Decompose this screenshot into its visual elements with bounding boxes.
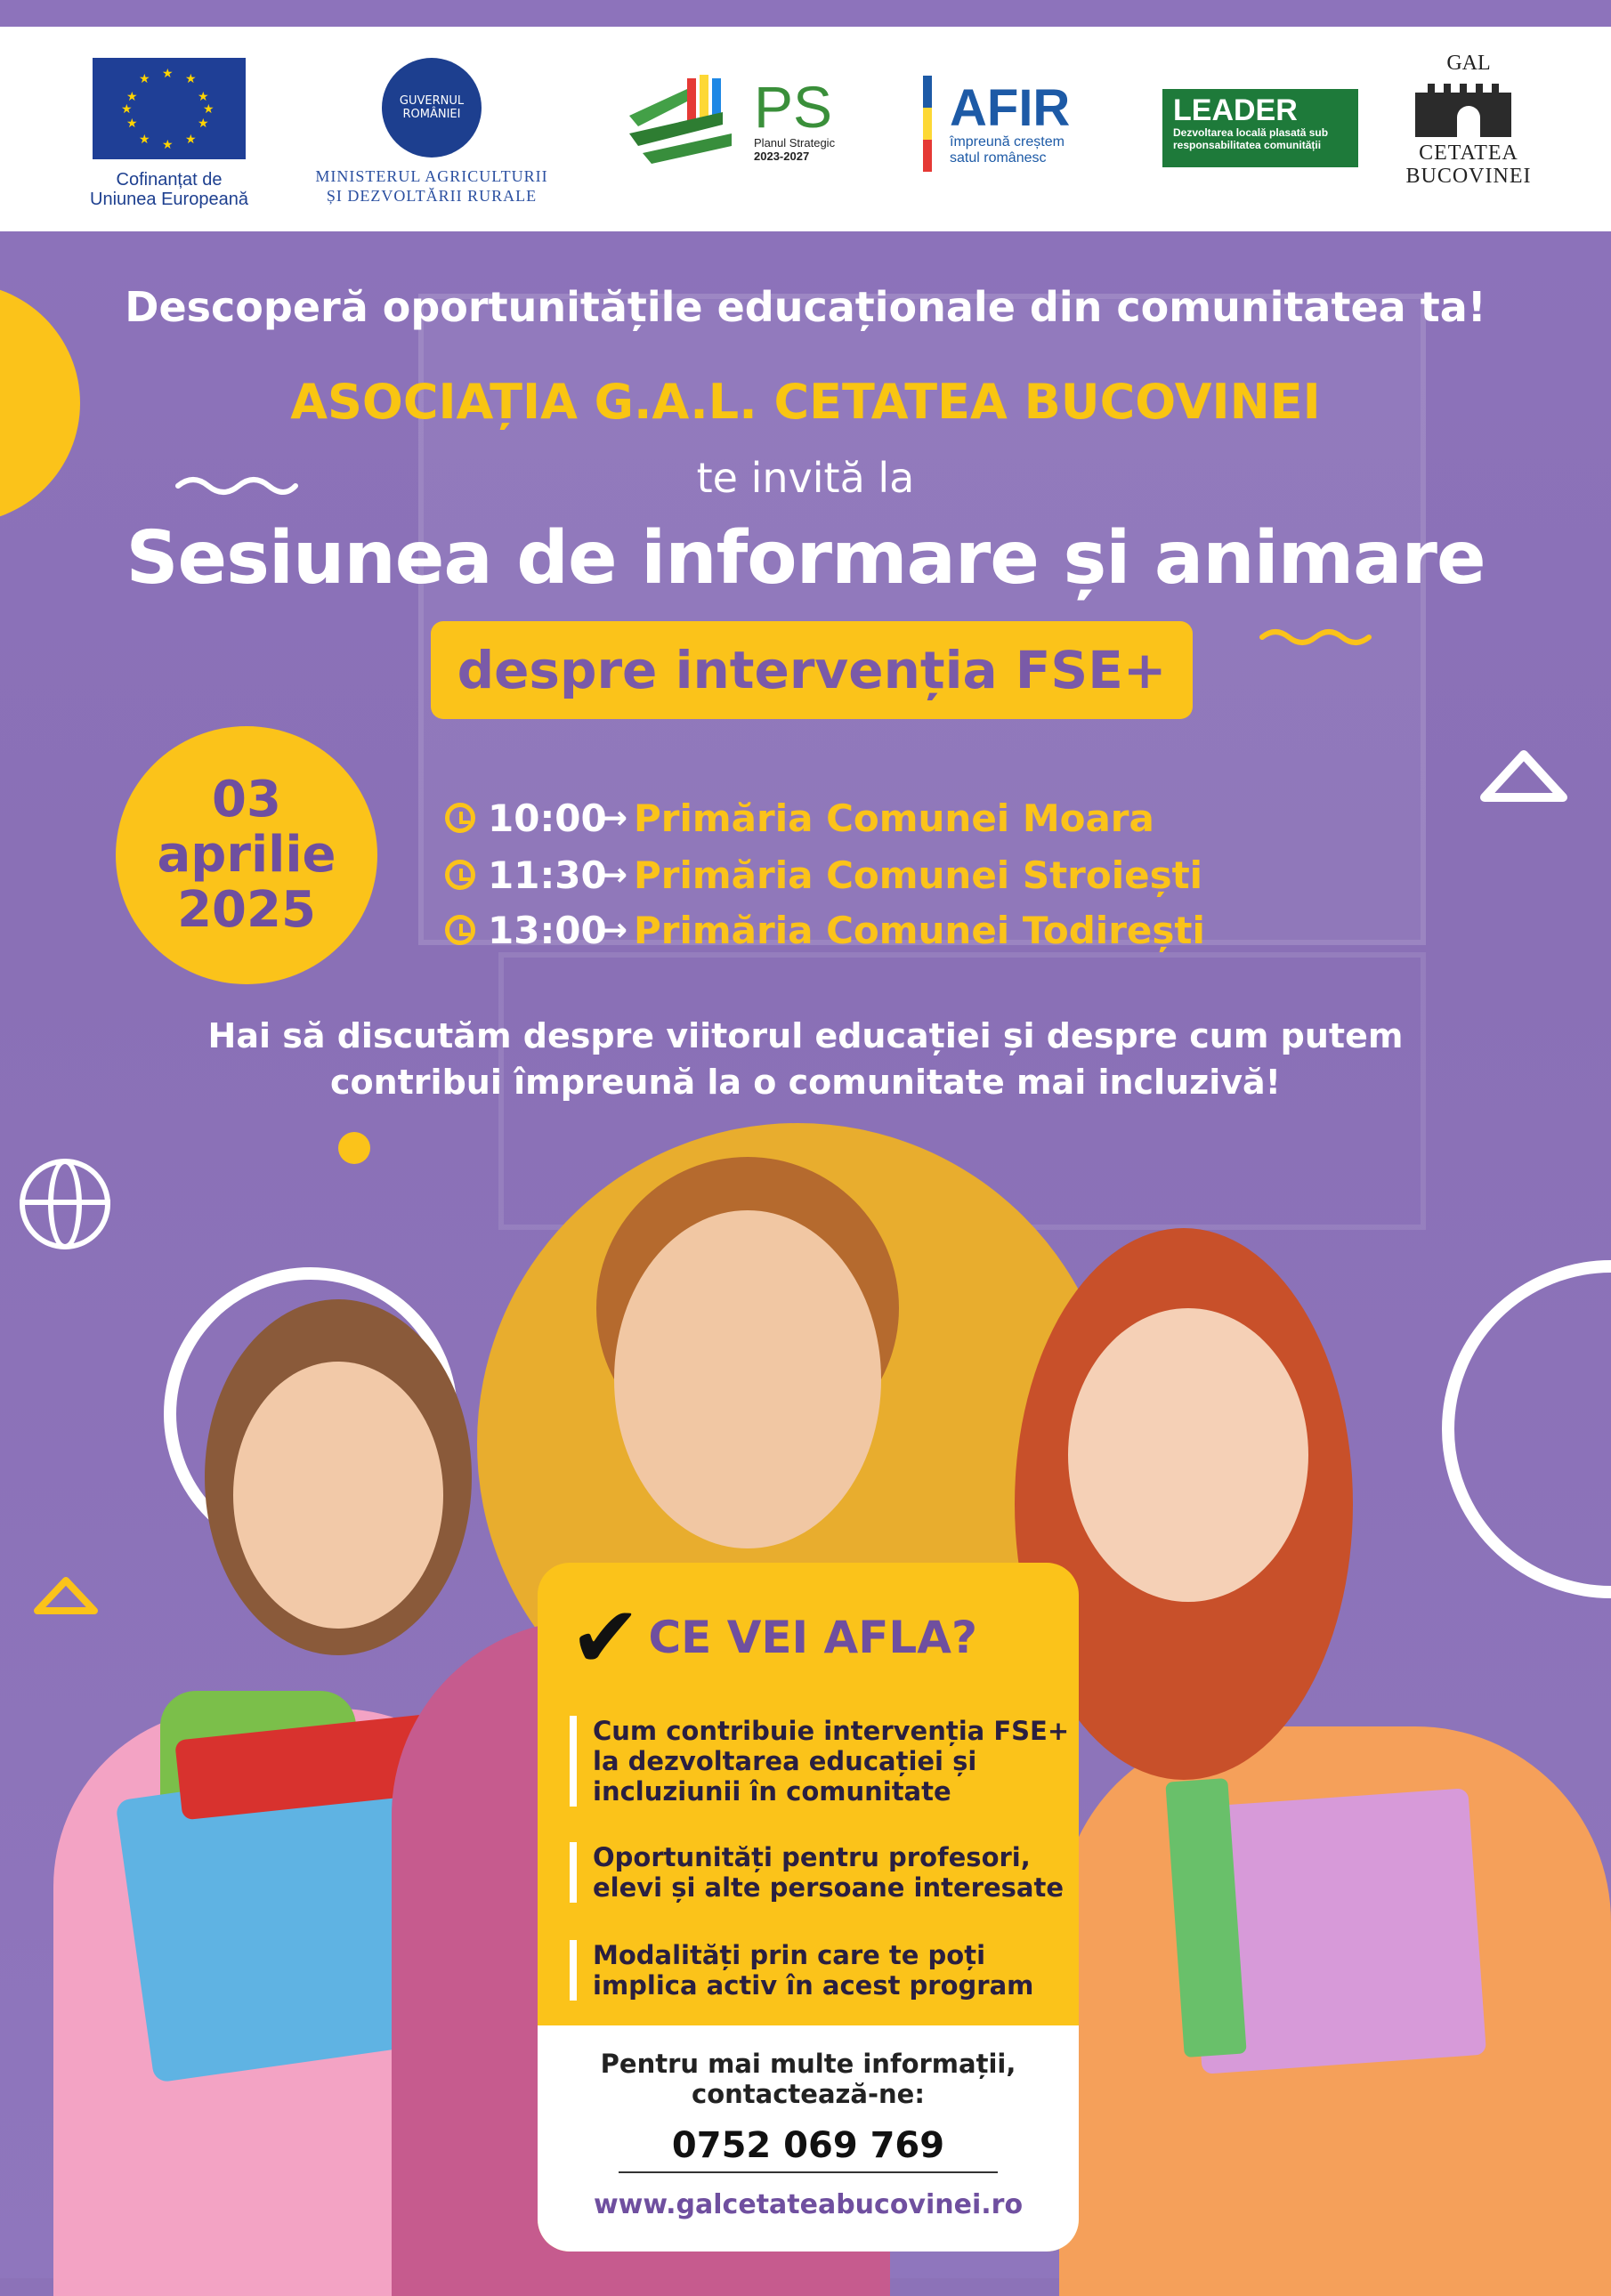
- gal-line-1: GAL: [1446, 52, 1491, 75]
- ministry-line-2: ȘI DEZVOLTĂRII RURALE: [326, 187, 538, 205]
- date-month: aprilie: [157, 826, 336, 884]
- schedule-row: [445, 847, 1205, 902]
- schedule-row: [445, 902, 1205, 958]
- card-bullet: [570, 1842, 1064, 1903]
- info-card: [538, 1563, 1079, 2252]
- bullet-line: elevi și alte persoane interesate: [593, 1872, 1064, 1903]
- eu-logo: [71, 58, 267, 209]
- message-line-2: contribui împreună la o comunitate mai incluzivă!: [329, 1063, 1282, 1102]
- eu-caption-1: Cofinanțat de: [116, 170, 223, 190]
- date-badge: [116, 726, 377, 984]
- afir-logo: [912, 76, 1090, 174]
- message-line-1: Hai să discutăm despre viitorul educației și despre cum putem: [207, 1016, 1404, 1055]
- schedule-time: 13:00: [488, 908, 607, 952]
- schedule-time: 10:00: [488, 796, 607, 840]
- triangle-outline-icon: [1477, 746, 1570, 804]
- discover-heading: Descoperă oportunitățile educaționale din comunitatea ta!: [125, 283, 1486, 331]
- schedule-location: Primăria Comunei Moara: [634, 796, 1154, 840]
- ministry-line-1: MINISTERUL AGRICULTURII: [315, 167, 548, 185]
- leader-line-2: responsabilitatea comunității: [1173, 139, 1322, 151]
- contact-section: [538, 2025, 1079, 2252]
- checkmark-icon: ✔: [570, 1588, 642, 1687]
- gov-seal-text: GUVERNUL ROMÂNIEI: [399, 94, 465, 121]
- schedule-time: 11:30: [488, 853, 607, 897]
- bullet-line: Oportunități pentru profesori,: [593, 1842, 1031, 1872]
- eu-caption-2: Uniunea Europeană: [90, 190, 248, 209]
- ps-logo: [605, 71, 854, 169]
- bullet-line: Cum contribuie intervenția FSE+: [593, 1716, 1070, 1746]
- eu-flag-icon: ★ ★ ★ ★ ★ ★ ★ ★ ★ ★ ★ ★: [93, 58, 246, 159]
- afir-tagline-2: satul românesc: [950, 150, 1047, 166]
- decorative-dot: [338, 1132, 370, 1164]
- schedule-location: Primăria Comunei Todirești: [634, 908, 1205, 952]
- clock-icon: [445, 915, 475, 945]
- more-info-line-2: contactează-ne:: [692, 2079, 925, 2109]
- logo-bar: [0, 27, 1611, 231]
- arrow-right-icon: →: [600, 856, 628, 893]
- schedule-list: [445, 790, 1205, 958]
- card-bullet: [570, 1940, 1033, 2001]
- clock-icon: [445, 803, 475, 833]
- topic-pill: despre intervenția FSE+: [431, 621, 1193, 719]
- arrow-right-icon: →: [600, 799, 628, 837]
- more-info-line-1: Pentru mai multe informații,: [600, 2049, 1016, 2079]
- invite-text: te invită la: [696, 454, 915, 502]
- bullet-line: la dezvoltarea educației și: [593, 1746, 977, 1776]
- gal-logo: [1397, 52, 1540, 188]
- girl-left-face: [233, 1362, 443, 1629]
- gal-line-2: CETATEA: [1419, 141, 1518, 165]
- date-year: 2025: [177, 881, 316, 939]
- ministry-logo: [307, 58, 556, 206]
- gal-line-3: BUCOVINEI: [1405, 165, 1532, 188]
- leader-logo: [1162, 89, 1358, 167]
- invitation-message: [0, 1013, 1611, 1105]
- squiggle-icon: [1259, 623, 1374, 650]
- bullet-line: Modalități prin care te poți: [593, 1940, 986, 1970]
- phone-number[interactable]: 0752 069 769: [619, 2125, 998, 2173]
- bullet-line: incluziunii în comunitate: [593, 1776, 951, 1807]
- ps-line-1: Planul Strategic: [754, 136, 836, 150]
- government-seal-icon: [382, 58, 482, 158]
- card-bullet: [570, 1716, 1069, 1807]
- card-title: CE VEI AFLA?: [648, 1612, 977, 1663]
- website-link[interactable]: www.galcetateabucovinei.ro: [593, 2189, 1024, 2220]
- session-title: Sesiunea de informare și animare: [125, 516, 1486, 601]
- boy-face: [614, 1210, 881, 1548]
- bullet-line: implica activ în acest program: [593, 1970, 1034, 2001]
- afir-tagline-1: împreună creștem: [950, 134, 1065, 150]
- ps-name: PS: [754, 74, 833, 140]
- ps-stripes-icon: [625, 71, 741, 169]
- afir-name: AFIR: [950, 79, 1071, 137]
- organizer-name: ASOCIAȚIA G.A.L. CETATEA BUCOVINEI: [290, 374, 1321, 430]
- schedule-row: [445, 790, 1205, 845]
- leader-line-1: Dezvoltarea locală plasată sub: [1173, 126, 1329, 139]
- castle-icon: [1411, 75, 1526, 137]
- clock-icon: [445, 860, 475, 890]
- leader-name: LEADER: [1173, 93, 1298, 127]
- schedule-location: Primăria Comunei Stroiești: [634, 853, 1203, 897]
- date-day: 03: [212, 771, 281, 829]
- afir-ribbon-icon: [912, 76, 943, 174]
- girl-right-face: [1068, 1308, 1308, 1602]
- ps-line-2: 2023-2027: [754, 150, 810, 163]
- arrow-right-icon: →: [600, 911, 628, 949]
